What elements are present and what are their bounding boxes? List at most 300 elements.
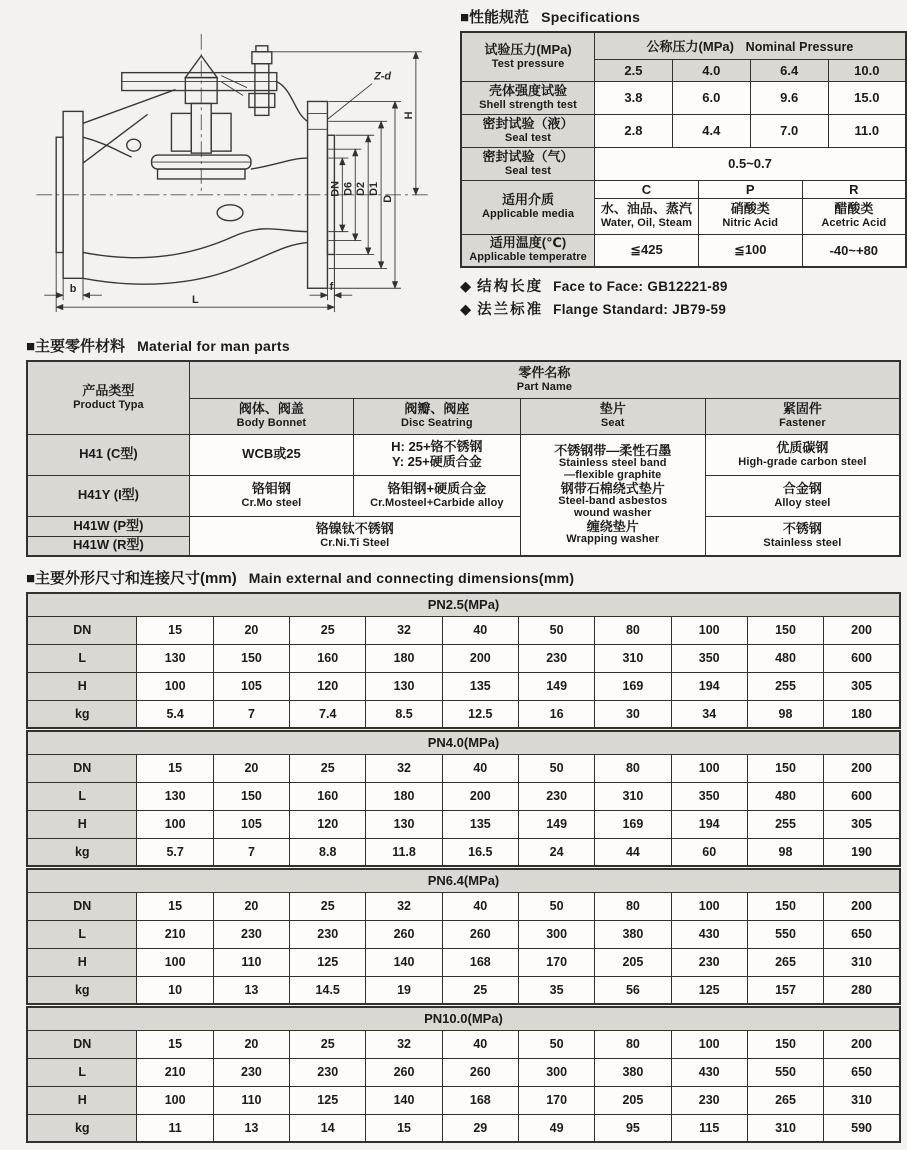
valve-body-outline [56, 46, 334, 288]
dim-value-cell: 260 [366, 1058, 442, 1086]
dim-value-cell: 255 [747, 672, 823, 700]
dim-value-cell: 20 [213, 616, 289, 644]
dim-value-cell: 135 [442, 810, 518, 838]
h41y-body-material [189, 475, 353, 516]
dim-value-cell: 140 [366, 1086, 442, 1114]
materials-title-en: Material for man parts [137, 338, 290, 354]
dim-row-label-L: L [27, 782, 137, 810]
dim-table-title: PN2.5(MPa) [27, 593, 900, 616]
dim-value-cell: 40 [442, 1030, 518, 1058]
dimension-labels [70, 71, 415, 307]
dim-row-label-H: H [27, 672, 137, 700]
dim-value-cell: 190 [824, 838, 900, 866]
temperature-value-c: ≦425 [595, 234, 699, 267]
face-to-face-note [460, 275, 907, 296]
dim-value-cell: 150 [213, 782, 289, 810]
dim-value-cell: 180 [366, 782, 442, 810]
dim-value-cell: 230 [518, 644, 594, 672]
dim-value-cell: 260 [442, 1058, 518, 1086]
h41y-fastener-material [705, 475, 900, 516]
dim-row-label-DN: DN [27, 754, 137, 782]
row-label-seal-gas [461, 147, 595, 180]
dim-value-cell: 80 [595, 616, 671, 644]
seat-line: wound washer [573, 506, 652, 519]
h41-disc-line1: H: 25+铬不锈钢 [391, 438, 483, 454]
dim-value-cell: 10 [137, 976, 213, 1004]
h41-body-material: WCB或25 [189, 434, 353, 475]
diamond-icon: ◆ [460, 279, 472, 295]
dim-value-cell: 49 [518, 1114, 594, 1142]
shell-test-en: Shell strength test [479, 98, 577, 111]
dim-value-cell: 200 [824, 616, 900, 644]
dim-value-cell: 80 [595, 892, 671, 920]
dim-value-cell: 16 [518, 700, 594, 728]
dim-value-cell: 168 [442, 948, 518, 976]
dim-value-cell: 7 [213, 838, 289, 866]
dim-value-cell: 40 [442, 616, 518, 644]
dim-value-cell: 11 [137, 1114, 213, 1142]
nominal-pressure-en: Nominal Pressure [745, 40, 854, 55]
dim-value-cell: 430 [671, 1058, 747, 1086]
dim-value-cell: 600 [824, 782, 900, 810]
diamond-icon: ◆ [460, 302, 472, 318]
dim-value-cell: 40 [442, 892, 518, 920]
dim-value-cell: 310 [747, 1114, 823, 1142]
seat-line: Stainless steel band [558, 457, 667, 470]
dim-value-cell: 130 [366, 810, 442, 838]
dim-value-cell: 16.5 [442, 838, 518, 866]
dim-value-cell: 29 [442, 1114, 518, 1142]
dim-value-cell: 157 [747, 976, 823, 1004]
dim-value-cell: 8.8 [290, 838, 366, 866]
dim-value-cell: 32 [366, 892, 442, 920]
h41-fastener-zh: 优质碳钢 [776, 439, 829, 455]
dimensions-title-zh: ■主要外形尺寸和连接尺寸(mm) [26, 570, 237, 587]
h41-disc-material [353, 434, 520, 475]
dim-value-cell: 200 [824, 1030, 900, 1058]
dim-value-cell: 19 [366, 976, 442, 1004]
dim-value-cell: 7 [213, 700, 289, 728]
materials-title-zh: ■主要零件材料 [26, 338, 126, 355]
dim-value-cell: 32 [366, 1030, 442, 1058]
dim-table-title: PN10.0(MPa) [27, 1007, 900, 1030]
media-code-r: R [802, 180, 906, 198]
dim-value-cell: 130 [137, 782, 213, 810]
dim-value-cell: 265 [747, 948, 823, 976]
dim-value-cell: 13 [213, 1114, 289, 1142]
dim-value-cell: 11.8 [366, 838, 442, 866]
dim-value-cell: 135 [442, 672, 518, 700]
dim-row-label-kg: kg [27, 976, 137, 1004]
type-h41w-p: H41W (P型) [27, 516, 189, 536]
dim-value-cell: 350 [671, 782, 747, 810]
dim-value-cell: 280 [824, 976, 900, 1004]
h41w-fastener-zh: 不锈钢 [782, 520, 822, 536]
dimension-table-PN2.5(MPa) [26, 592, 901, 729]
dim-value-cell: 200 [824, 754, 900, 782]
test-pressure-en: Test pressure [491, 57, 565, 70]
dimension-table-PN10.0(MPa) [26, 1006, 901, 1143]
standards-notes [460, 275, 907, 319]
dim-value-cell: 13 [213, 976, 289, 1004]
spec-header-test-pressure [461, 32, 595, 81]
dim-value-cell: 25 [290, 1030, 366, 1058]
materials-table [26, 360, 901, 557]
seal-liquid-zh: 密封试验（液） [482, 115, 574, 131]
h41w-material-en: Cr.Ni.Ti Steel [320, 536, 390, 549]
valve-technical-drawing [26, 4, 454, 333]
seat-material [520, 434, 705, 556]
disc-seating-zh: 阀瓣、阀座 [404, 401, 470, 417]
h41y-body-zh: 铬钼钢 [251, 480, 291, 496]
seal-gas-en: Seal test [504, 164, 552, 177]
flange-standard-note [460, 298, 907, 319]
dim-value-cell: 150 [747, 892, 823, 920]
dim-value-cell: 34 [671, 700, 747, 728]
dim-value-cell: 650 [824, 1058, 900, 1086]
dim-value-cell: 149 [518, 672, 594, 700]
fastener-en: Fastener [779, 417, 826, 430]
dim-value-cell: 169 [595, 672, 671, 700]
dim-value-cell: 230 [290, 920, 366, 948]
dim-value-cell: 7.4 [290, 700, 366, 728]
media-r-en: Acetric Acid [821, 217, 887, 230]
dimensions-title-en: Main external and connecting dimensions(mm) [248, 570, 575, 586]
dim-value-cell: 20 [213, 1030, 289, 1058]
dim-value-cell: 160 [290, 782, 366, 810]
dim-value-cell: 60 [671, 838, 747, 866]
header-part-name [189, 361, 900, 398]
dim-value-cell: 130 [366, 672, 442, 700]
dim-value-cell: 15 [366, 1114, 442, 1142]
dim-value-cell: 310 [824, 1086, 900, 1114]
seat-line: Steel-band asbestos [558, 494, 668, 507]
shell-value: 6.0 [672, 81, 750, 114]
dim-value-cell: 20 [213, 754, 289, 782]
dim-row-label-H: H [27, 948, 137, 976]
dim-value-cell: 310 [824, 948, 900, 976]
dim-row-label-H: H [27, 810, 137, 838]
dim-row-label-DN: DN [27, 1030, 137, 1058]
h41y-fastener-en: Alloy steel [774, 496, 831, 509]
dim-value-cell: 168 [442, 1086, 518, 1114]
media-name-p [698, 198, 802, 234]
dim-value-cell: 140 [366, 948, 442, 976]
media-r-zh: 醋酸类 [834, 201, 874, 217]
dim-row-label-L: L [27, 920, 137, 948]
dim-label-h: H [402, 111, 415, 120]
dim-value-cell: 100 [137, 948, 213, 976]
dim-value-cell: 200 [442, 644, 518, 672]
seat-line: 不锈钢带—柔性石墨 [554, 443, 672, 459]
dim-value-cell: 8.5 [366, 700, 442, 728]
dim-label-l: L [191, 294, 199, 307]
dim-value-cell: 650 [824, 920, 900, 948]
dim-value-cell: 210 [137, 1058, 213, 1086]
dim-value-cell: 150 [747, 754, 823, 782]
header-fastener [705, 398, 900, 434]
dim-value-cell: 210 [137, 920, 213, 948]
dim-value-cell: 80 [595, 754, 671, 782]
specs-table [460, 31, 907, 268]
dim-value-cell: 380 [595, 1058, 671, 1086]
row-label-media [461, 180, 595, 234]
body-bonnet-en: Body Bonnet [236, 417, 307, 430]
face-to-face-zh: 结构长度 [477, 279, 544, 295]
dim-value-cell: 150 [747, 1030, 823, 1058]
row-label-shell-test [461, 81, 595, 114]
media-zh: 适用介质 [502, 192, 555, 208]
specs-title-en: Specifications [541, 9, 641, 25]
pressure-col-2p5: 2.5 [595, 59, 673, 81]
dim-value-cell: 100 [671, 754, 747, 782]
h41y-body-en: Cr.Mo steel [241, 496, 302, 509]
dim-value-cell: 550 [747, 920, 823, 948]
dim-value-cell: 50 [518, 616, 594, 644]
seat-line: 缠绕垫片 [586, 518, 639, 534]
dim-value-cell: 550 [747, 1058, 823, 1086]
dim-value-cell: 5.7 [137, 838, 213, 866]
dim-value-cell: 300 [518, 1058, 594, 1086]
media-name-c [595, 198, 699, 234]
seal-gas-value: 0.5~0.7 [595, 147, 906, 180]
flange-standard-en: Flange Standard: JB79-59 [553, 302, 727, 317]
dim-value-cell: 149 [518, 810, 594, 838]
dim-value-cell: 105 [213, 672, 289, 700]
dim-value-cell: 350 [671, 644, 747, 672]
dim-value-cell: 170 [518, 948, 594, 976]
dim-value-cell: 260 [442, 920, 518, 948]
seat-line: —flexible graphite [564, 468, 662, 481]
dim-row-label-kg: kg [27, 1114, 137, 1142]
dim-value-cell: 200 [824, 892, 900, 920]
part-name-zh: 零件名称 [518, 364, 571, 380]
dim-label-dn: DN [329, 181, 342, 197]
dim-value-cell: 15 [137, 1030, 213, 1058]
spec-header-nominal-pressure [595, 32, 906, 59]
dim-value-cell: 15 [137, 892, 213, 920]
dim-table-title: PN6.4(MPa) [27, 869, 900, 892]
dimension-table-PN6.4(MPa) [26, 868, 901, 1005]
dim-value-cell: 100 [137, 1086, 213, 1114]
row-label-seal-liquid [461, 114, 595, 147]
flange-standard-zh: 法兰标准 [477, 302, 544, 318]
pressure-col-10p0: 10.0 [828, 59, 906, 81]
dim-value-cell: 100 [137, 810, 213, 838]
dim-value-cell: 12.5 [442, 700, 518, 728]
dim-value-cell: 5.4 [137, 700, 213, 728]
dim-value-cell: 40 [442, 754, 518, 782]
dim-value-cell: 205 [595, 948, 671, 976]
dim-value-cell: 310 [595, 644, 671, 672]
dim-value-cell: 230 [671, 1086, 747, 1114]
dim-value-cell: 265 [747, 1086, 823, 1114]
media-code-p: P [698, 180, 802, 198]
dim-value-cell: 230 [518, 782, 594, 810]
dim-value-cell: 110 [213, 1086, 289, 1114]
shell-value: 9.6 [750, 81, 828, 114]
dim-value-cell: 430 [671, 920, 747, 948]
dimensions-section-title [26, 567, 901, 588]
dim-value-cell: 25 [290, 616, 366, 644]
dim-value-cell: 150 [747, 616, 823, 644]
fastener-zh: 紧固件 [782, 401, 822, 417]
type-h41w-r: H41W (R型) [27, 536, 189, 556]
media-p-zh: 硝酸类 [730, 201, 770, 217]
dim-value-cell: 380 [595, 920, 671, 948]
nominal-pressure-zh: 公称压力(MPa) [646, 39, 734, 55]
dim-value-cell: 180 [824, 700, 900, 728]
dim-label-d6: D6 [342, 181, 355, 196]
dim-value-cell: 230 [290, 1058, 366, 1086]
h41y-fastener-zh: 合金钢 [782, 480, 822, 496]
shell-test-zh: 壳体强度试验 [489, 82, 568, 98]
dim-value-cell: 14.5 [290, 976, 366, 1004]
seat-zh: 垫片 [599, 401, 626, 417]
dim-value-cell: 150 [213, 644, 289, 672]
dim-value-cell: 30 [595, 700, 671, 728]
dim-value-cell: 50 [518, 892, 594, 920]
dim-row-label-kg: kg [27, 700, 137, 728]
dim-value-cell: 32 [366, 616, 442, 644]
face-to-face-en: Face to Face: GB12221-89 [553, 279, 728, 294]
dim-value-cell: 120 [290, 810, 366, 838]
h41w-body-disc-material [189, 516, 520, 556]
seat-line: 钢带石棉绕式垫片 [560, 480, 665, 496]
dim-value-cell: 260 [366, 920, 442, 948]
dim-value-cell: 100 [671, 616, 747, 644]
dim-value-cell: 98 [747, 700, 823, 728]
dim-value-cell: 194 [671, 672, 747, 700]
header-seat [520, 398, 705, 434]
dim-row-label-L: L [27, 644, 137, 672]
specs-section [460, 4, 907, 333]
dim-value-cell: 50 [518, 1030, 594, 1058]
dim-value-cell: 98 [747, 838, 823, 866]
product-type-en: Product Typa [73, 398, 144, 411]
dim-value-cell: 600 [824, 644, 900, 672]
temperature-zh: 适用温度(℃) [489, 235, 567, 251]
dim-value-cell: 230 [671, 948, 747, 976]
dim-value-cell: 125 [671, 976, 747, 1004]
part-name-en: Part Name [516, 380, 573, 393]
media-c-zh: 水、油品、蒸汽 [600, 201, 692, 217]
dim-value-cell: 32 [366, 754, 442, 782]
dim-label-b: b [69, 283, 77, 296]
shell-value: 3.8 [595, 81, 673, 114]
dim-value-cell: 590 [824, 1114, 900, 1142]
dim-value-cell: 480 [747, 782, 823, 810]
seal-liquid-value: 7.0 [750, 114, 828, 147]
header-disc-seating [353, 398, 520, 434]
dim-value-cell: 100 [671, 892, 747, 920]
dim-row-label-L: L [27, 1058, 137, 1086]
dim-value-cell: 300 [518, 920, 594, 948]
materials-section-title [26, 335, 901, 356]
dim-row-label-kg: kg [27, 838, 137, 866]
pressure-col-6p4: 6.4 [750, 59, 828, 81]
test-pressure-zh: 试验压力(MPa) [484, 41, 572, 57]
dim-value-cell: 56 [595, 976, 671, 1004]
seal-liquid-value: 11.0 [828, 114, 906, 147]
h41y-disc-en: Cr.Mosteel+Carbide alloy [370, 496, 504, 509]
dim-value-cell: 230 [213, 1058, 289, 1086]
seal-gas-zh: 密封试验（气） [482, 148, 574, 164]
dim-value-cell: 194 [671, 810, 747, 838]
dim-value-cell: 105 [213, 810, 289, 838]
media-code-c: C [595, 180, 699, 198]
media-p-en: Nitric Acid [722, 217, 779, 230]
dim-value-cell: 480 [747, 644, 823, 672]
seat-en: Seat [600, 417, 625, 430]
dim-value-cell: 14 [290, 1114, 366, 1142]
dim-value-cell: 125 [290, 1086, 366, 1114]
temperature-value-r: -40~+80 [802, 234, 906, 267]
dim-value-cell: 169 [595, 810, 671, 838]
dim-row-label-H: H [27, 1086, 137, 1114]
temperature-en: Applicable temperatre [469, 251, 587, 264]
media-en: Applicable media [481, 208, 575, 221]
dim-value-cell: 160 [290, 644, 366, 672]
dim-label-f: f [329, 281, 334, 294]
header-product-type [27, 361, 189, 434]
dim-value-cell: 305 [824, 672, 900, 700]
seal-liquid-value: 2.8 [595, 114, 673, 147]
temperature-value-p: ≦100 [698, 234, 802, 267]
dim-value-cell: 25 [290, 754, 366, 782]
h41w-fastener-en: Stainless steel [763, 536, 842, 549]
dim-value-cell: 20 [213, 892, 289, 920]
dim-value-cell: 25 [442, 976, 518, 1004]
dim-value-cell: 15 [137, 754, 213, 782]
dim-label-zd: Z-d [374, 70, 392, 83]
valve-drawing-svg [26, 18, 454, 328]
dim-label-d: D [382, 194, 395, 203]
dim-value-cell: 24 [518, 838, 594, 866]
dim-value-cell: 15 [137, 616, 213, 644]
dimension-table-PN4.0(MPa) [26, 730, 901, 867]
dim-value-cell: 44 [595, 838, 671, 866]
top-row [26, 4, 901, 333]
specs-title-zh: ■性能规范 [460, 9, 530, 26]
dim-row-label-DN: DN [27, 616, 137, 644]
shell-value: 15.0 [828, 81, 906, 114]
dim-value-cell: 305 [824, 810, 900, 838]
h41-disc-line2: Y: 25+硬质合金 [392, 453, 482, 469]
h41-fastener-en: High-grade carbon steel [738, 455, 867, 468]
dim-label-d1: D1 [368, 181, 381, 196]
dimension-tables [26, 592, 901, 1143]
media-name-r [802, 198, 906, 234]
dim-value-cell: 120 [290, 672, 366, 700]
h41y-disc-zh: 铬钼钢+硬质合金 [387, 480, 487, 496]
dim-value-cell: 255 [747, 810, 823, 838]
dim-value-cell: 180 [366, 644, 442, 672]
type-h41y-i: H41Y (I型) [27, 475, 189, 516]
dim-value-cell: 200 [442, 782, 518, 810]
dim-value-cell: 80 [595, 1030, 671, 1058]
dim-value-cell: 100 [137, 672, 213, 700]
seat-line: Wrapping washer [566, 532, 660, 545]
dim-value-cell: 35 [518, 976, 594, 1004]
h41y-disc-material [353, 475, 520, 516]
dim-value-cell: 95 [595, 1114, 671, 1142]
dim-row-label-DN: DN [27, 892, 137, 920]
type-h41-c: H41 (C型) [27, 434, 189, 475]
dim-table-title: PN4.0(MPa) [27, 731, 900, 754]
seal-liquid-value: 4.4 [672, 114, 750, 147]
dim-value-cell: 115 [671, 1114, 747, 1142]
